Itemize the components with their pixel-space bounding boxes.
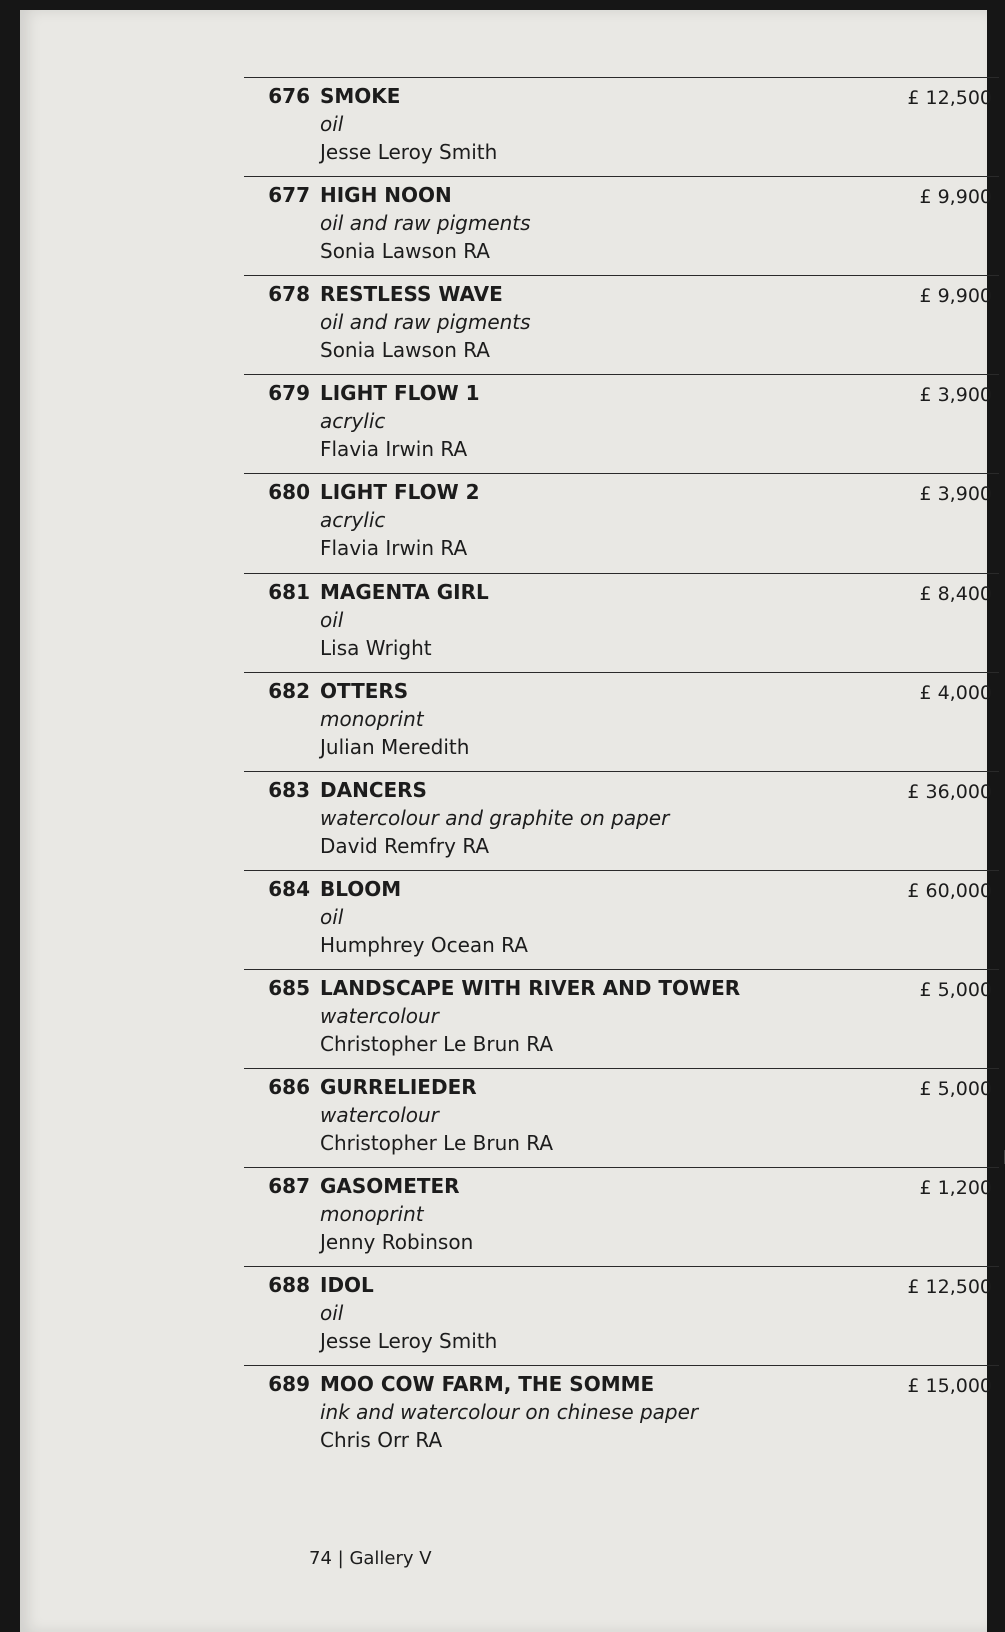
entry-title: HIGH NOON (320, 183, 452, 208)
entry-title: SMOKE (320, 84, 401, 108)
entry-medium: watercolour and graphite on paper (320, 805, 670, 830)
entry-artist: Humphrey Ocean RA (320, 932, 528, 957)
entry-price: £ 60,000 (907, 879, 992, 902)
entry-price: £ 1,200 (919, 1177, 992, 1200)
catalogue-entry (244, 275, 999, 375)
entry-number: 687 (268, 1174, 310, 1199)
entry-title: LIGHT FLOW 2 (320, 480, 480, 505)
catalogue-entry (244, 969, 999, 1069)
entry-medium: watercolour (320, 1103, 439, 1127)
catalogue-entry (244, 870, 999, 970)
entry-title: IDOL (320, 1273, 374, 1298)
entry-artist: Christopher Le Brun RA (320, 1031, 554, 1056)
entry-price: £ 5,000 (919, 1078, 992, 1100)
catalogue-entry (244, 1167, 999, 1267)
entry-price: £ 8,400 (919, 582, 992, 605)
entry-artist: David Remfry RA (320, 833, 490, 858)
catalogue-entry (244, 176, 999, 276)
entry-medium: acrylic (320, 508, 386, 533)
entry-title: MAGENTA GIRL (320, 579, 489, 604)
entry-medium: ink and watercolour on chinese paper (320, 1400, 699, 1425)
catalogue-entry (244, 77, 999, 177)
entry-artist: Jenny Robinson (320, 1230, 474, 1255)
catalogue-entry (244, 672, 999, 772)
entry-number: 685 (268, 975, 310, 1000)
entry-number: 682 (268, 678, 310, 703)
entry-number: 680 (268, 480, 310, 505)
entry-medium: oil (320, 607, 344, 632)
entry-number: 688 (268, 1273, 310, 1298)
entry-title: MOO COW FARM, THE SOMME (320, 1372, 655, 1397)
entry-medium: monoprint (320, 706, 424, 731)
entry-medium: oil (320, 1301, 344, 1326)
catalogue-entry (244, 573, 999, 673)
entry-artist: Sonia Lawson RA (320, 338, 490, 363)
catalogue-entry (244, 771, 999, 871)
entry-medium: oil and raw pigments (320, 211, 531, 236)
entry-number: 684 (268, 876, 310, 901)
entry-number: 689 (268, 1372, 310, 1397)
entry-artist: Jesse Leroy Smith (320, 1329, 498, 1354)
footer-separator: | (337, 1548, 350, 1569)
page-footer (309, 1548, 432, 1569)
footer-section: Gallery V (349, 1548, 432, 1569)
entry-title: BLOOM (320, 876, 402, 901)
entry-medium: acrylic (320, 409, 386, 434)
entry-title: GURRELIEDER (320, 1075, 477, 1099)
entry-medium: monoprint (320, 1202, 424, 1227)
entry-title: DANCERS (320, 777, 427, 802)
entry-artist: Jesse Leroy Smith (320, 140, 498, 164)
entry-title: LIGHT FLOW 1 (320, 381, 480, 406)
catalogue-entry (244, 1068, 999, 1168)
entry-artist: Christopher Le Brun RA (320, 1131, 554, 1155)
entry-medium: oil and raw pigments (320, 310, 531, 335)
entry-artist: Flavia Irwin RA (320, 437, 468, 462)
footer-page-number: 74 (309, 1548, 332, 1569)
entry-number: 677 (268, 183, 310, 208)
entry-title: GASOMETER (320, 1174, 460, 1199)
entry-price: £ 15,000 (907, 1375, 992, 1398)
entry-title: LANDSCAPE WITH RIVER AND TOWER (320, 975, 741, 1000)
entry-artist: Sonia Lawson RA (320, 239, 490, 264)
entry-artist: Julian Meredith (320, 734, 470, 759)
entry-price: £ 4,000 (919, 681, 992, 704)
entry-price: £ 12,500 (907, 87, 992, 109)
catalogue-entry (244, 374, 999, 474)
entry-medium: oil (320, 112, 344, 136)
entry-number: 676 (268, 84, 310, 108)
entry-number: 686 (268, 1075, 310, 1099)
entry-price: £ 3,900 (919, 384, 992, 407)
entry-price: £ 3,900 (919, 483, 992, 506)
entry-artist: Flavia Irwin RA (320, 536, 468, 561)
entry-price: £ 12,500 (907, 1276, 992, 1299)
entry-number: 683 (268, 777, 310, 802)
entry-medium: oil (320, 904, 344, 929)
entry-price: £ 9,900 (919, 285, 992, 308)
entry-price: £ 36,000 (907, 780, 992, 803)
catalogue-page (20, 10, 992, 1632)
entry-price: £ 5,000 (919, 978, 992, 1001)
catalogue-entry (244, 1266, 999, 1366)
entry-number: 679 (268, 381, 310, 406)
entry-number: 681 (268, 579, 310, 604)
catalogue-entry (244, 1365, 999, 1465)
entry-number: 678 (268, 282, 310, 307)
entry-artist: Chris Orr RA (320, 1428, 443, 1453)
entry-artist: Lisa Wright (320, 635, 432, 660)
entry-medium: watercolour (320, 1003, 439, 1028)
entry-title: RESTLESS WAVE (320, 282, 503, 307)
catalogue-entry (244, 473, 999, 573)
entry-price: £ 9,900 (919, 186, 992, 209)
entry-title: OTTERS (320, 678, 409, 703)
